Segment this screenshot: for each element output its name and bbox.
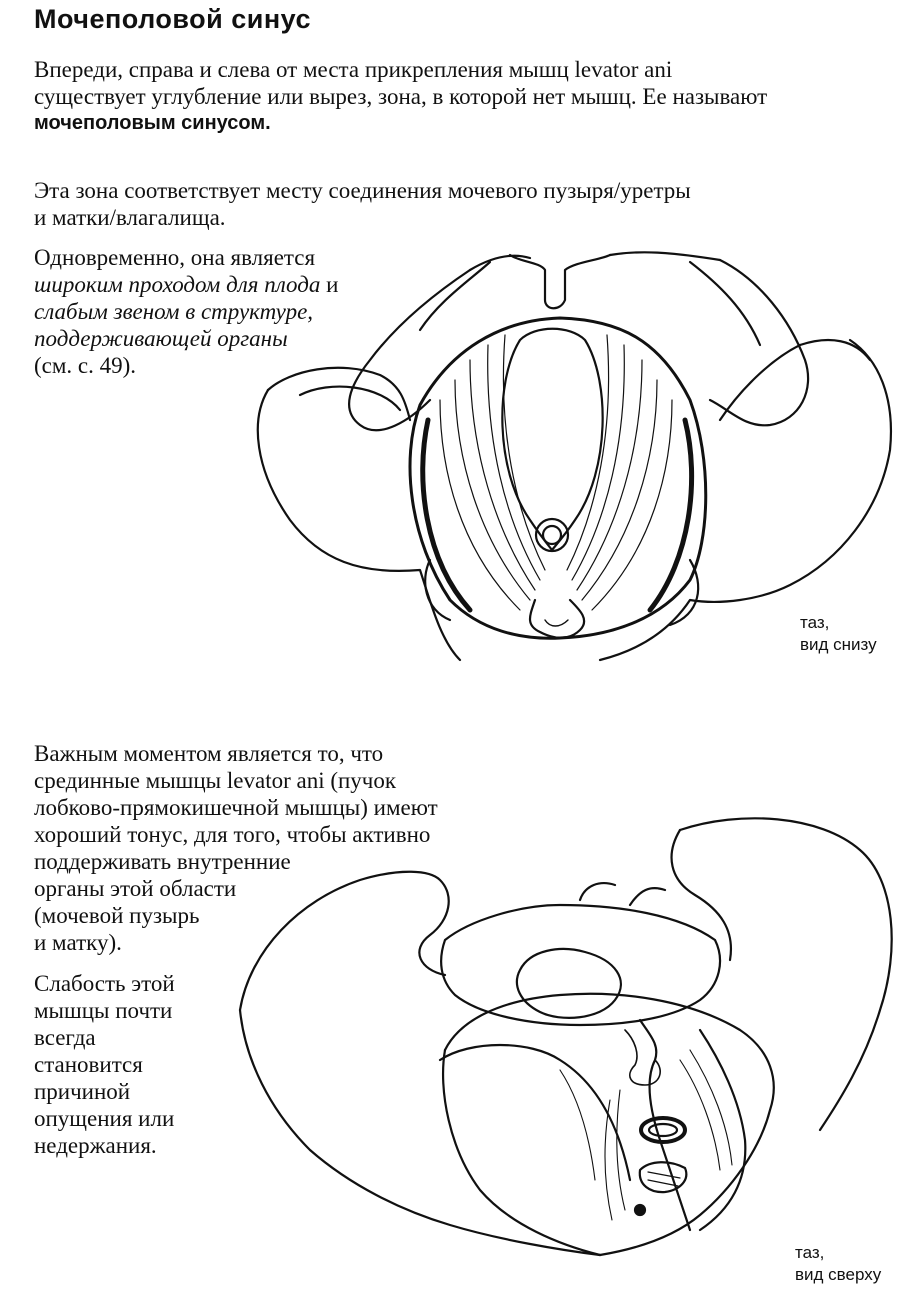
weakness-line: мышцы почти: [34, 998, 173, 1023]
weakness-line: недержания.: [34, 1133, 157, 1158]
weakness-line: опущения или: [34, 1106, 175, 1131]
tone-line: Важным моментом является то, что: [34, 741, 384, 766]
caption-top-view-line-2: вид сверху: [795, 1265, 882, 1284]
zone-line-2: и матки/влагалища.: [34, 205, 226, 230]
passage-line-2-and: и: [320, 272, 339, 297]
tone-line: органы этой области: [34, 876, 237, 901]
intro-line-1: Впереди, справа и слева от места прикрепления мышц levator ani: [34, 57, 673, 82]
weakness-line: причиной: [34, 1079, 131, 1104]
caption-top-view-line-1: таз,: [795, 1243, 825, 1262]
tone-line: срединные мышцы levator ani (пучок: [34, 768, 397, 793]
intro-term: мочеполовым синусом.: [34, 112, 271, 134]
tone-line: (мочевой пузырь: [34, 903, 200, 928]
caption-bottom-view-line-2: вид снизу: [800, 635, 877, 654]
page-title: Мочеполовой синус: [34, 4, 312, 34]
caption-top-view: [795, 1242, 881, 1286]
zone-line-1: Эта зона соответствует месту соединения мочевого пузыря/уретры: [34, 178, 691, 203]
tone-line: и матку).: [34, 930, 122, 955]
intro-line-2: существует углубление или вырез, зона, в которой нет мышц. Ее называют: [34, 84, 768, 109]
weakness-line: Слабость этой: [34, 971, 175, 996]
caption-bottom-view-line-1: таз,: [800, 613, 830, 632]
passage-line-1: Одновременно, она является: [34, 245, 316, 270]
weakness-line: становится: [34, 1052, 143, 1077]
tone-line: поддерживать внутренние: [34, 849, 291, 874]
passage-line-2: широким проходом для плода: [34, 272, 321, 297]
passage-line-3: слабым звеном в структуре,: [34, 299, 314, 324]
tone-line: хороший тонус, для того, чтобы активно: [34, 822, 431, 847]
tone-line: лобково-прямокишечной мышцы) имеют: [34, 795, 438, 820]
weakness-line: всегда: [34, 1025, 96, 1050]
passage-line-5: (см. с. 49).: [34, 353, 137, 378]
passage-line-4: поддерживающей органы: [34, 326, 288, 351]
